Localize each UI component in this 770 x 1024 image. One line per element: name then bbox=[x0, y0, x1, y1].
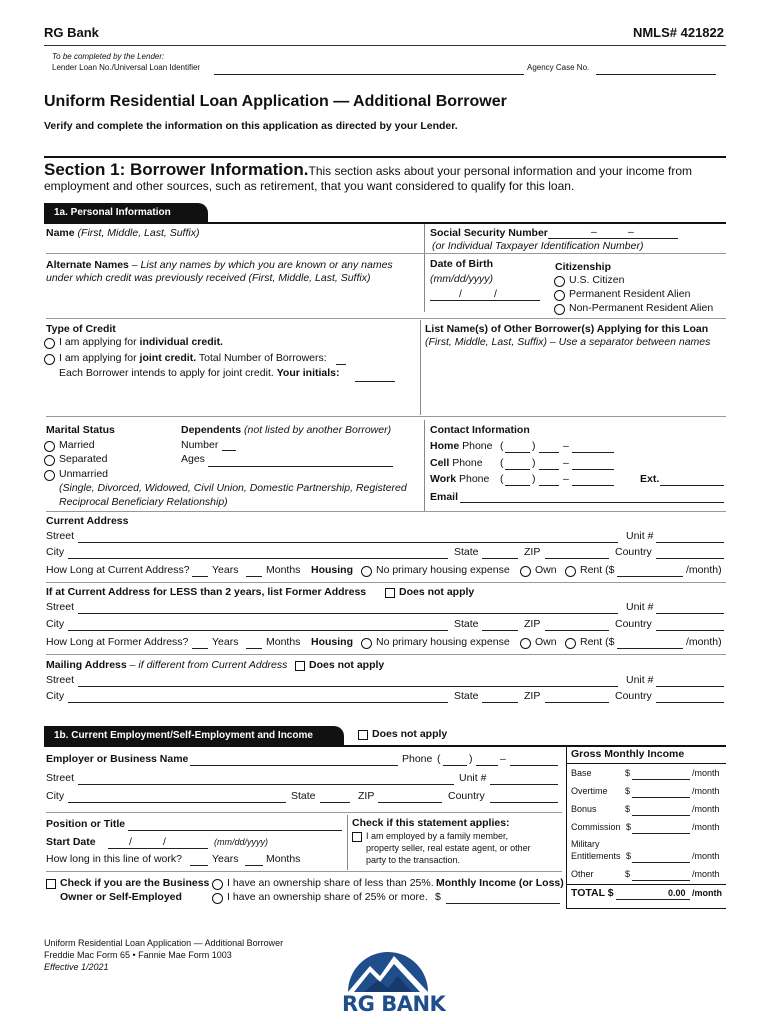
income-commission-label: Commission bbox=[571, 822, 621, 832]
current-unit-field[interactable] bbox=[656, 542, 724, 543]
current-zip-label: ZIP bbox=[524, 546, 541, 558]
former-years-label: Years bbox=[212, 636, 239, 648]
dependents-number-label: Number bbox=[181, 439, 219, 451]
footer-effective-date: Effective 1/2021 bbox=[44, 962, 109, 972]
ssn-hint: (or Individual Taxpayer Identification Number) bbox=[432, 240, 644, 252]
marital-label: Marital Status bbox=[46, 424, 115, 436]
business-owner-label-2: Owner or Self-Employed bbox=[60, 891, 182, 903]
employer-zip-field[interactable] bbox=[378, 802, 442, 803]
employer-unit-label: Unit # bbox=[459, 772, 487, 784]
former-does-not-apply-checkbox[interactable] bbox=[385, 588, 395, 598]
current-years-field[interactable] bbox=[192, 576, 208, 577]
former-housing-none-radio[interactable] bbox=[361, 638, 372, 649]
contact-label: Contact Information bbox=[430, 424, 530, 436]
business-owner-label-1: Check if you are the Business bbox=[60, 877, 210, 889]
former-months-field[interactable] bbox=[246, 648, 262, 649]
income-commission-unit: /month bbox=[692, 822, 720, 832]
agency-case-field[interactable] bbox=[596, 74, 716, 75]
dependents-number-field[interactable] bbox=[222, 450, 236, 451]
line-months-field[interactable] bbox=[245, 865, 263, 866]
current-street-label: Street bbox=[46, 530, 75, 542]
loan-no-label: Lender Loan No./Universal Loan Identifier bbox=[52, 63, 201, 72]
former-housing-rent-radio[interactable] bbox=[565, 638, 576, 649]
mailing-city-label: City bbox=[46, 690, 65, 702]
current-years-label: Years bbox=[212, 564, 239, 576]
work-phone-label: Work Phone bbox=[430, 473, 490, 485]
family-employment-text-1: I am employed by a family member, bbox=[366, 831, 509, 841]
footer-form-title: Uniform Residential Loan Application — Additional Borrower bbox=[44, 938, 284, 948]
former-housing-own-radio[interactable] bbox=[520, 638, 531, 649]
current-months-label: Months bbox=[266, 564, 301, 576]
page-title: Uniform Residential Loan Application — Additional Borrower bbox=[44, 93, 507, 110]
mailing-zip-field[interactable] bbox=[545, 702, 609, 703]
ownership-less-label: I have an ownership share of less than 25%. bbox=[227, 877, 434, 889]
initials-field[interactable] bbox=[355, 381, 395, 382]
marital-hint-1: (Single, Divorced, Widowed, Civil Union, Domestic Partnership, Registered bbox=[59, 482, 407, 494]
mailing-state-label: State bbox=[454, 690, 479, 702]
loan-no-field[interactable] bbox=[214, 74, 524, 75]
employer-street-label: Street bbox=[46, 772, 75, 784]
employer-field[interactable] bbox=[190, 765, 398, 766]
employer-zip-label: ZIP bbox=[358, 790, 375, 802]
current-housing-own-radio[interactable] bbox=[520, 566, 531, 577]
mailing-city-field[interactable] bbox=[68, 702, 448, 703]
family-employment-text-3: party to the transaction. bbox=[366, 855, 461, 865]
employer-unit-field[interactable] bbox=[490, 784, 558, 785]
income-bonus-field[interactable] bbox=[632, 815, 690, 816]
mailing-country-label: Country bbox=[615, 690, 652, 702]
other-borrowers-label: List Name(s) of Other Borrower(s) Applying for this Loan bbox=[425, 323, 709, 335]
current-housing-rent-radio[interactable] bbox=[565, 566, 576, 577]
marital-hint-2: Reciprocal Beneficiary Relationship) bbox=[59, 496, 228, 508]
dob-hint: (mm/dd/yyyy) bbox=[430, 273, 493, 285]
employer-city-field[interactable] bbox=[68, 802, 286, 803]
borrower-count-field[interactable] bbox=[336, 364, 346, 365]
section1-desc: employment and other sources, such as retirement, that you want considered to qualify for this loan. bbox=[44, 179, 575, 193]
employer-phone-label: Phone bbox=[402, 753, 433, 765]
dob-field[interactable] bbox=[430, 300, 540, 301]
income-base-unit: /month bbox=[692, 768, 720, 778]
former-city-label: City bbox=[46, 618, 65, 630]
income-other-field[interactable] bbox=[632, 880, 690, 881]
rg-bank-logo bbox=[340, 942, 446, 1022]
mailing-zip-label: ZIP bbox=[524, 690, 541, 702]
income-total-unit: /month bbox=[692, 888, 722, 898]
ownership-less-radio[interactable] bbox=[212, 879, 223, 890]
former-unit-label: Unit # bbox=[626, 601, 654, 613]
dob-label: Date of Birth bbox=[430, 258, 493, 270]
former-does-not-apply-label: Does not apply bbox=[399, 586, 475, 598]
income-overtime-field[interactable] bbox=[632, 797, 690, 798]
income-total-value: 0.00 bbox=[668, 888, 686, 898]
credit-type-label: Type of Credit bbox=[46, 323, 116, 335]
credit-individual-radio[interactable] bbox=[44, 338, 55, 349]
ext-field[interactable] bbox=[660, 485, 724, 486]
income-overtime-label: Overtime bbox=[571, 786, 608, 796]
lender-note: To be completed by the Lender: bbox=[52, 52, 165, 61]
former-rent-unit: /month) bbox=[686, 636, 722, 648]
start-date-hint: (mm/dd/yyyy) bbox=[214, 837, 268, 847]
current-zip-field[interactable] bbox=[545, 558, 609, 559]
page-subtitle: Verify and complete the information on this application as directed by your Lender. bbox=[44, 120, 458, 132]
income-other-unit: /month bbox=[692, 869, 720, 879]
employer-state-label: State bbox=[291, 790, 316, 802]
current-housing-none-label: No primary housing expense bbox=[376, 564, 510, 576]
employer-label: Employer or Business Name bbox=[46, 753, 189, 765]
income-military-label-1: Military bbox=[571, 839, 600, 849]
ssn-label: Social Security Number bbox=[430, 227, 548, 239]
cell-phone-field[interactable] bbox=[572, 469, 614, 470]
citizenship-permanent-radio[interactable] bbox=[554, 290, 565, 301]
email-field[interactable] bbox=[460, 502, 724, 503]
former-housing-none-label: No primary housing expense bbox=[376, 636, 510, 648]
current-country-label: Country bbox=[615, 546, 652, 558]
alternate-names-hint: under which credit was previously received (First, Middle, Last, Suffix) bbox=[46, 272, 371, 284]
home-phone-field[interactable] bbox=[572, 452, 614, 453]
marital-separated-label: Separated bbox=[59, 453, 108, 465]
mailing-country-field[interactable] bbox=[656, 702, 724, 703]
employer-city-label: City bbox=[46, 790, 65, 802]
marital-married-radio[interactable] bbox=[44, 441, 55, 452]
email-label: Email bbox=[430, 491, 459, 503]
income-military-field[interactable] bbox=[632, 862, 690, 863]
credit-joint-radio[interactable] bbox=[44, 354, 55, 365]
employment-does-not-apply-label: Does not apply bbox=[372, 728, 448, 740]
current-street-field[interactable] bbox=[78, 542, 618, 543]
income-bonus-unit: /month bbox=[692, 804, 720, 814]
position-field[interactable] bbox=[128, 830, 342, 831]
employment-does-not-apply-checkbox[interactable] bbox=[358, 730, 368, 740]
line-years-label: Years bbox=[212, 853, 239, 865]
check-statement-label: Check if this statement applies: bbox=[352, 817, 510, 829]
logo-text: RG BANK bbox=[342, 992, 446, 1016]
footer-form-numbers: Freddie Mac Form 65 • Fannie Mae Form 1003 bbox=[44, 950, 232, 960]
current-housing-label: Housing bbox=[311, 564, 353, 576]
current-rent-unit: /month) bbox=[686, 564, 722, 576]
employer-country-field[interactable] bbox=[490, 802, 558, 803]
income-military-unit: /month bbox=[692, 851, 720, 861]
mountain-logo-icon bbox=[340, 942, 436, 994]
marital-married-label: Married bbox=[59, 439, 95, 451]
income-other-label: Other bbox=[571, 869, 594, 879]
former-months-label: Months bbox=[266, 636, 301, 648]
tab-1b-employment: 1b. Current Employment/Self-Employment and Income bbox=[44, 726, 344, 746]
ownership-more-label: I have an ownership share of 25% or more. bbox=[227, 891, 428, 903]
current-months-field[interactable] bbox=[246, 576, 262, 577]
former-street-label: Street bbox=[46, 601, 75, 613]
current-housing-own-label: Own bbox=[535, 564, 557, 576]
former-years-field[interactable] bbox=[192, 648, 208, 649]
name-label: Name (First, Middle, Last, Suffix) bbox=[46, 227, 200, 239]
mailing-street-field[interactable] bbox=[78, 686, 618, 687]
mailing-street-label: Street bbox=[46, 674, 75, 686]
citizenship-nonpermanent-label: Non-Permanent Resident Alien bbox=[569, 302, 714, 314]
former-city-field[interactable] bbox=[68, 630, 448, 631]
current-city-label: City bbox=[46, 546, 65, 558]
income-base-field[interactable] bbox=[632, 779, 690, 780]
income-total-label: TOTAL $ bbox=[571, 887, 614, 899]
mailing-state-field[interactable] bbox=[482, 702, 518, 703]
how-long-former-label: How Long at Former Address? bbox=[46, 636, 189, 648]
start-date-label: Start Date bbox=[46, 836, 96, 848]
gross-income-label: Gross Monthly Income bbox=[571, 748, 685, 760]
income-bonus-label: Bonus bbox=[571, 804, 597, 814]
mailing-unit-field[interactable] bbox=[656, 686, 724, 687]
credit-initials-label: Each Borrower intends to apply for joint credit. Your initials: bbox=[59, 367, 340, 379]
mailing-does-not-apply-label: Does not apply bbox=[309, 659, 385, 671]
monthly-income-field[interactable] bbox=[446, 903, 560, 904]
current-country-field[interactable] bbox=[656, 558, 724, 559]
current-rent-field[interactable] bbox=[617, 576, 683, 577]
income-overtime-unit: /month bbox=[692, 786, 720, 796]
employer-phone-field[interactable] bbox=[510, 765, 558, 766]
former-housing-own-label: Own bbox=[535, 636, 557, 648]
work-phone-field[interactable] bbox=[572, 485, 614, 486]
citizenship-us-radio[interactable] bbox=[554, 276, 565, 287]
mailing-unit-label: Unit # bbox=[626, 674, 654, 686]
former-country-field[interactable] bbox=[656, 630, 724, 631]
citizenship-permanent-label: Permanent Resident Alien bbox=[569, 288, 691, 300]
ssn-field[interactable] bbox=[548, 238, 678, 239]
former-unit-field[interactable] bbox=[656, 613, 724, 614]
income-military-label-2: Entitlements bbox=[571, 851, 621, 861]
nmls-number: NMLS# 421822 bbox=[632, 25, 724, 40]
family-employment-checkbox[interactable] bbox=[352, 832, 362, 842]
tab-1a-personal-information: 1a. Personal Information bbox=[44, 203, 208, 223]
current-housing-none-radio[interactable] bbox=[361, 566, 372, 577]
family-employment-text-2: property seller, real estate agent, or other bbox=[366, 843, 531, 853]
ownership-dollar: $ bbox=[435, 891, 441, 903]
marital-unmarried-label: Unmarried bbox=[59, 468, 109, 480]
former-zip-label: ZIP bbox=[524, 618, 541, 630]
how-long-current-label: How Long at Current Address? bbox=[46, 564, 190, 576]
start-date-field[interactable] bbox=[108, 848, 208, 849]
credit-individual-label: I am applying for individual credit. bbox=[59, 336, 223, 348]
ext-label: Ext. bbox=[640, 473, 660, 485]
how-long-line-label: How long in this line of work? bbox=[46, 853, 182, 865]
other-borrowers-hint: (First, Middle, Last, Suffix) – Use a separator between names bbox=[425, 336, 711, 348]
cell-phone-label: Cell Phone bbox=[430, 457, 483, 469]
current-housing-rent-label: Rent ($ bbox=[580, 564, 615, 576]
former-housing-label: Housing bbox=[311, 636, 353, 648]
position-label: Position or Title bbox=[46, 818, 126, 830]
former-state-label: State bbox=[454, 618, 479, 630]
line-months-label: Months bbox=[266, 853, 301, 865]
current-state-field[interactable] bbox=[482, 558, 518, 559]
former-zip-field[interactable] bbox=[545, 630, 609, 631]
alternate-names-label: Alternate Names – List any names by which you are known or any names bbox=[46, 259, 393, 271]
former-country-label: Country bbox=[615, 618, 652, 630]
business-owner-checkbox[interactable] bbox=[46, 879, 56, 889]
ownership-more-radio[interactable] bbox=[212, 893, 223, 904]
citizenship-label: Citizenship bbox=[555, 261, 612, 273]
current-city-field[interactable] bbox=[68, 558, 448, 559]
monthly-income-label: Monthly Income (or Loss) bbox=[436, 877, 564, 889]
home-phone-label: Home Phone bbox=[430, 440, 493, 452]
dependents-label: Dependents (not listed by another Borrower) bbox=[181, 424, 392, 436]
current-address-label: Current Address bbox=[46, 515, 129, 527]
mailing-address-label: Mailing Address – if different from Current Address bbox=[46, 659, 288, 671]
dependents-ages-label: Ages bbox=[181, 453, 205, 465]
citizenship-us-label: U.S. Citizen bbox=[569, 274, 625, 286]
former-housing-rent-label: Rent ($ bbox=[580, 636, 615, 648]
current-unit-label: Unit # bbox=[626, 530, 654, 542]
section1-heading: Section 1: Borrower Information.This section asks about your personal information and your income from bbox=[44, 160, 693, 179]
income-commission-field[interactable] bbox=[632, 833, 690, 834]
mailing-does-not-apply-checkbox[interactable] bbox=[295, 661, 305, 671]
income-base-label: Base bbox=[571, 768, 592, 778]
marital-unmarried-radio[interactable] bbox=[44, 470, 55, 481]
dependents-ages-field[interactable] bbox=[208, 466, 393, 467]
credit-joint-label: I am applying for joint credit. Total Number of Borrowers: bbox=[59, 352, 327, 364]
marital-separated-radio[interactable] bbox=[44, 455, 55, 466]
employer-country-label: Country bbox=[448, 790, 485, 802]
employer-state-field[interactable] bbox=[320, 802, 350, 803]
former-street-field[interactable] bbox=[78, 613, 618, 614]
bank-name: RG Bank bbox=[44, 25, 99, 40]
employer-street-field[interactable] bbox=[78, 784, 454, 785]
citizenship-nonpermanent-radio[interactable] bbox=[554, 304, 565, 315]
agency-case-label: Agency Case No. bbox=[527, 63, 590, 72]
former-address-label: If at Current Address for LESS than 2 years, list Former Address bbox=[46, 586, 367, 598]
line-years-field[interactable] bbox=[190, 865, 208, 866]
former-state-field[interactable] bbox=[482, 630, 518, 631]
current-state-label: State bbox=[454, 546, 479, 558]
former-rent-field[interactable] bbox=[617, 648, 683, 649]
